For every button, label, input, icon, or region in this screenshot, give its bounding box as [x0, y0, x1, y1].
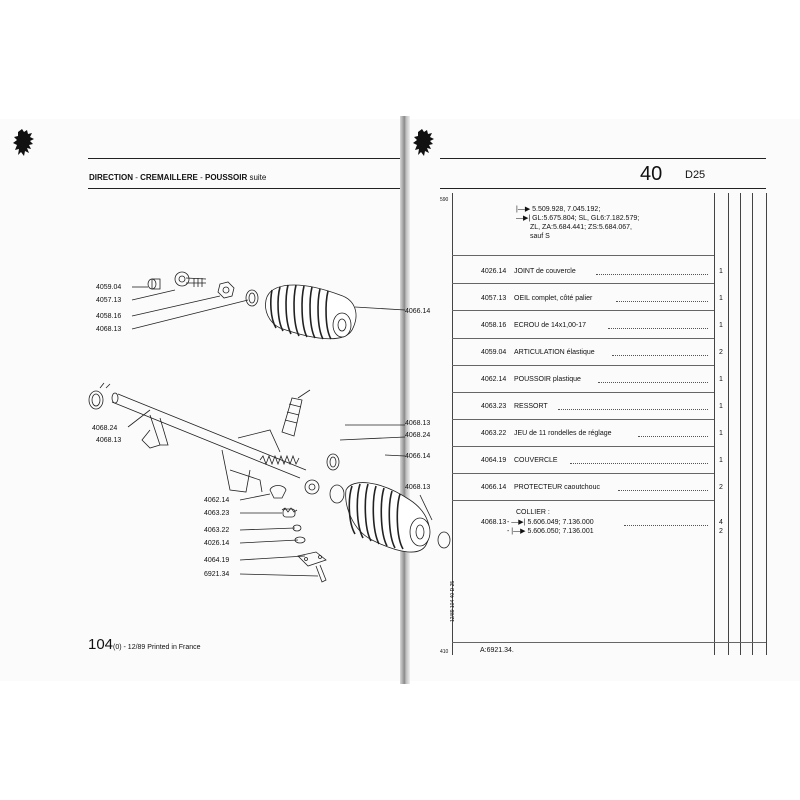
part-ref: 4063.22	[481, 430, 507, 437]
row-divider	[452, 419, 714, 420]
applicability-line: —▶| GL:5.675.804; SL, GL6:7.182.579;	[516, 215, 640, 222]
callout-label: 4059.04	[96, 284, 122, 291]
part-ref: 4068.13	[481, 519, 507, 526]
callout-label: 4063.22	[204, 527, 230, 534]
part-ref: 4026.14	[481, 268, 507, 275]
callout-label: 6921.34	[204, 571, 230, 578]
callout-label: 4068.24	[92, 425, 118, 432]
callout-label: 4068.24	[405, 432, 431, 439]
callout-label: 4058.16	[96, 313, 122, 320]
vertical-code: 12/89 104 40 D 25	[450, 580, 456, 622]
part-qty: 2	[719, 528, 723, 535]
page-footer: 104(0) - 12/89 Printed in France	[88, 636, 201, 653]
row-divider	[452, 365, 714, 366]
callout-label: 4068.13	[405, 420, 431, 427]
row-divider	[452, 392, 714, 393]
part-desc: ARTICULATION élastique	[514, 349, 595, 356]
part-desc: PROTECTEUR caoutchouc	[514, 484, 600, 491]
callout-label: 4026.14	[204, 540, 230, 547]
row-divider	[452, 310, 714, 311]
part-desc: JEU de 11 rondelles de réglage	[514, 430, 612, 437]
end-arrow-icon: —▶|	[511, 519, 526, 526]
row-divider	[452, 473, 714, 474]
part-desc: JOINT de couvercle	[514, 268, 576, 275]
part-qty: 2	[719, 349, 723, 356]
callout-label: 4064.19	[204, 557, 230, 564]
table-rule	[766, 193, 767, 655]
part-qty: 1	[719, 457, 723, 464]
applicability-line: sauf S	[530, 233, 550, 240]
footnote: A:6921.34.	[480, 647, 514, 654]
part-ref: 4064.19	[481, 457, 507, 464]
table-rule	[740, 193, 741, 655]
part-qty: 2	[719, 484, 723, 491]
part-ref: 4059.04	[481, 349, 507, 356]
model-code: D25	[685, 169, 706, 181]
part-desc: RESSORT	[514, 403, 548, 410]
callout-label: 4057.13	[96, 297, 122, 304]
margin-code: 410	[440, 649, 449, 655]
part-qty: 1	[719, 322, 723, 329]
part-qty: 1	[719, 268, 723, 275]
table-rule	[752, 193, 753, 655]
applicability-line: |—▶ 5.509.928, 7.045.192;	[516, 206, 601, 213]
callout-label: 4068.13	[405, 484, 431, 491]
part-qty: 1	[719, 430, 723, 437]
part-qty: 1	[719, 376, 723, 383]
header-rule	[440, 188, 766, 189]
footer-rule	[452, 642, 766, 643]
page-number: 104	[88, 636, 114, 653]
collier-line: - |—▶ 5.606.050; 7.136.001	[507, 528, 594, 535]
margin-code: 590	[440, 197, 449, 203]
collier-title: COLLIER :	[516, 509, 550, 516]
part-ref: 4057.13	[481, 295, 507, 302]
part-ref: 4066.14	[481, 484, 507, 491]
end-arrow-icon: —▶|	[516, 215, 531, 222]
start-arrow-icon: |—▶	[511, 528, 526, 535]
part-ref: 4062.14	[481, 376, 507, 383]
row-divider	[452, 255, 714, 256]
part-desc: COUVERCLE	[514, 457, 558, 464]
applicability-line: ZL, ZA:5.684.441; ZS:5.684.067,	[530, 224, 632, 231]
callout-label: 4063.23	[204, 510, 230, 517]
part-ref: 4058.16	[481, 322, 507, 329]
table-rule	[714, 193, 715, 655]
start-arrow-icon: |—▶	[516, 206, 531, 213]
part-qty: 1	[719, 403, 723, 410]
part-qty: 4	[719, 519, 723, 526]
page-title: DIRECTION - CREMAILLERE - POUSSOIR suite	[89, 173, 267, 182]
part-desc: OEIL complet, côté palier	[514, 295, 593, 302]
row-divider	[452, 338, 714, 339]
callout-label: 4068.13	[96, 437, 122, 444]
group-number: 40	[640, 163, 663, 185]
callout-label: 4066.14	[405, 308, 431, 315]
collier-line: - —▶| 5.606.049; 7.136.000	[507, 519, 594, 526]
table-rule	[728, 193, 729, 655]
row-divider	[452, 446, 714, 447]
row-divider	[452, 500, 714, 501]
part-desc: POUSSOIR plastique	[514, 376, 581, 383]
callout-label: 4068.13	[96, 326, 122, 333]
callout-label: 4066.14	[405, 453, 431, 460]
header-rule	[440, 158, 766, 159]
part-desc: ECROU de 14x1,00-17	[514, 322, 586, 329]
part-ref: 4063.23	[481, 403, 507, 410]
part-qty: 1	[719, 295, 723, 302]
row-divider	[452, 283, 714, 284]
callout-label: 4062.14	[204, 497, 230, 504]
